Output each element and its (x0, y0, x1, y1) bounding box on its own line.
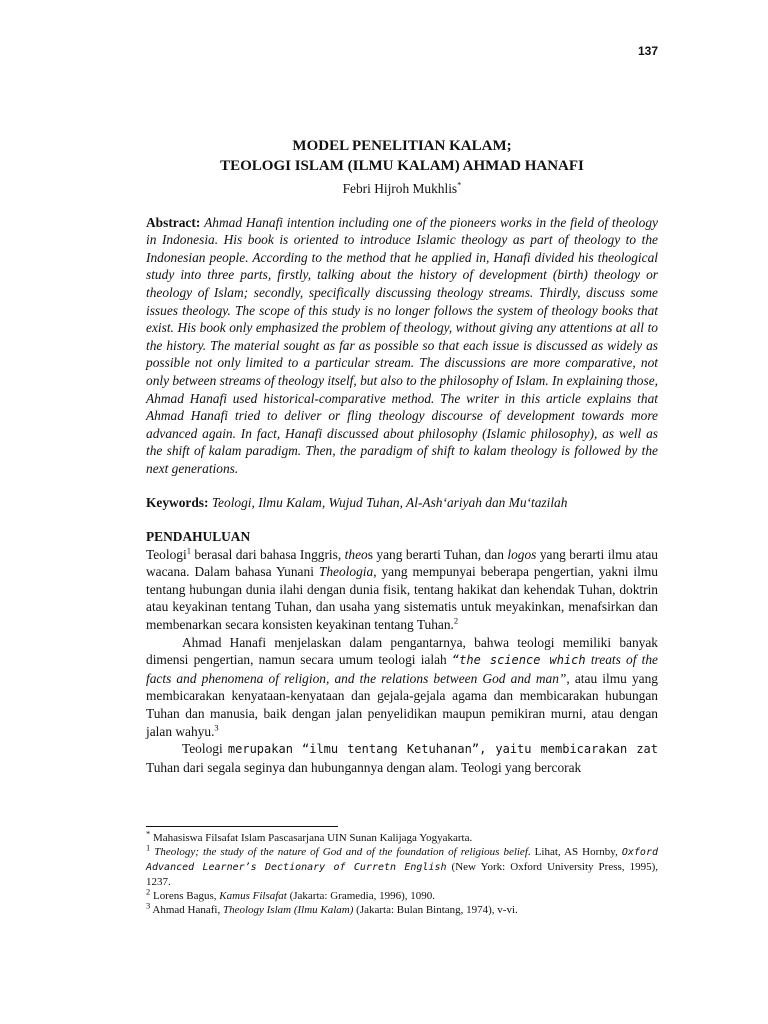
abstract (146, 214, 658, 478)
footnote-0 (146, 828, 658, 845)
footnote-title: Oxford Advanced Learner’s Dectionary of Curretn English (146, 847, 658, 873)
footnote-title: Theology Islam (Ilmu Kalam) (222, 904, 354, 916)
p1-text: , yang mempunyai beberapa pengertian, yakni ilmu tentang hubungan dunia ilahi dengan dunia fisik, tentang hakikat dan kehendak Tuhan, doktrin atau keyakinan tentang Tuhan, dan usaha yang sistematis untuk meyakinkan, menafsirkan dan membenarkan secara konsisten keyakinan tentang Tuhan. (146, 564, 658, 633)
keywords-text: Teologi, Ilmu Kalam, Wujud Tuhan, Al-Ash‘ariyah dan Mu‘tazilah (211, 494, 568, 510)
footnote-mark: * (146, 828, 151, 839)
footnote-ref-2[interactable]: 2 (453, 615, 459, 626)
author-name: Febri Hijroh Mukhlis (342, 181, 458, 196)
footnote-title: Kamus Filsafat (219, 890, 287, 902)
keywords-label: Keywords: (146, 494, 209, 510)
section-heading: PENDAHULUAN (146, 529, 251, 545)
footnote-text: (Jakarta: Bulan Bintang, 1974), v-vi. (353, 904, 518, 916)
footnote-mark: 1 (146, 842, 151, 853)
footnote-text: (New York: Oxford University Press, 1995), 1237. (146, 861, 658, 888)
footnote-1 (146, 842, 658, 889)
footnote-ref-3[interactable]: 3 (214, 722, 219, 733)
article-body (146, 136, 658, 776)
title-line-1: MODEL PENELITIAN KALAM; (292, 138, 512, 154)
abstract-label: Abstract: (146, 214, 201, 230)
author (146, 180, 658, 198)
p1-text: berasal dari bahasa Inggris, (190, 546, 345, 562)
p2-text: , atau ilmu yang membicarakan kenyataan-kenyataan dan gejala-gejala agama dan membicarakan hubungan Tuhan dan manusia, baik dengan jalan penyelidikan maupun pemikiran murni, atau dengan jalan wahyu. (146, 670, 658, 739)
p3-text: Teologi (182, 741, 228, 757)
footnote-ref-1[interactable]: 1 (186, 545, 191, 556)
p3-text: merupakan “ilmu tentang Ketuhanan”, yaitu membicarakan zat (227, 742, 658, 757)
footnote-3 (146, 900, 658, 917)
p1-italic: theo (344, 546, 368, 562)
footnote-divider (146, 826, 338, 827)
footnote-text: Mahasiswa Filsafat Islam Pascasarjana UIN Sunan Kalijaga Yogyakarta. (150, 832, 473, 844)
footnote-text: (Jakarta: Gramedia, 1996), 1090. (286, 890, 435, 902)
footnote-mark: 3 (146, 900, 151, 911)
keywords (146, 494, 658, 512)
p1-text: yang berarti ilmu atau wacana. Dalam bahasa Yunani (146, 546, 658, 580)
abstract-text: Ahmad Hanafi intention including one of the pioneers works in the field of theology in Indonesia. His book is oriented to introduce Islamic theology as part of theology to the Indonesian people. According to the method that he applied in, Hanafi divided his theological study into three parts, firstly, talking about the history of development (birth) theology or theology of Islam; secondly, specifically discussing theology streams. Thirdly, discuss some issues theology. The scope of this study is no longer follows the system of theology books that exist. His book only emphasized the problem of theology, without giving any attentions at all to the history. The material sought as far as possible so that each issue is discussed as widely as possible not only limited to a particular stream. The discussions are more comparative, not only between streams of theology itself, but also to the philosophy of Islam. In explaining those, Ahmad Hanafi used historical-comparative method. The writer in this article explains that Ahmad Hanafi tried to deliver or fling theology discourse of development towards more advanced again. In fact, Hanafi discussed about philosophy (Islamic philosophy), as well as the shift of kalam paradigm. Then, the paradigm of shift to kalam theology is followed by the next generations. (146, 214, 659, 476)
p3-text: Tuhan dari segala seginya dan hubungannya dengan alam. Teologi yang bercorak (146, 759, 582, 775)
footnote-text: Lorens Bagus, (150, 890, 220, 902)
p1-text: Teologi (146, 546, 187, 562)
p2-quote: treats of the facts and phenomena of religion, and the relations between God and man” (146, 652, 658, 686)
footnotes (146, 826, 658, 917)
author-footnote-mark: * (457, 179, 462, 190)
title-line-2: TEOLOGI ISLAM (ILMU KALAM) AHMAD HANAFI (220, 158, 584, 174)
p1-italic: logos (507, 546, 537, 562)
footnote-text: Theology; the study of the nature of God and of the foundation of religious belief (150, 846, 528, 858)
p2-text: Ahmad Hanafi menjelaskan dalam pengantarnya, bahwa teologi memiliki banyak dimensi pengertian, namun secara umum teologi ialah (146, 634, 658, 668)
page-number: 137 (637, 44, 658, 58)
paragraph-1 (146, 546, 658, 634)
paragraph-2 (146, 634, 658, 741)
p1-text: s yang berarti Tuhan, dan (367, 546, 508, 562)
p1-italic: Theologia (318, 564, 374, 580)
footnote-text: . Lihat, AS Hornby, (527, 846, 622, 858)
footnote-2 (146, 886, 658, 903)
paragraph-3 (146, 740, 658, 776)
footnote-mark: 2 (146, 886, 151, 897)
footnote-text: Ahmad Hanafi, (150, 904, 223, 916)
p2-quote: “the science which (451, 653, 586, 668)
